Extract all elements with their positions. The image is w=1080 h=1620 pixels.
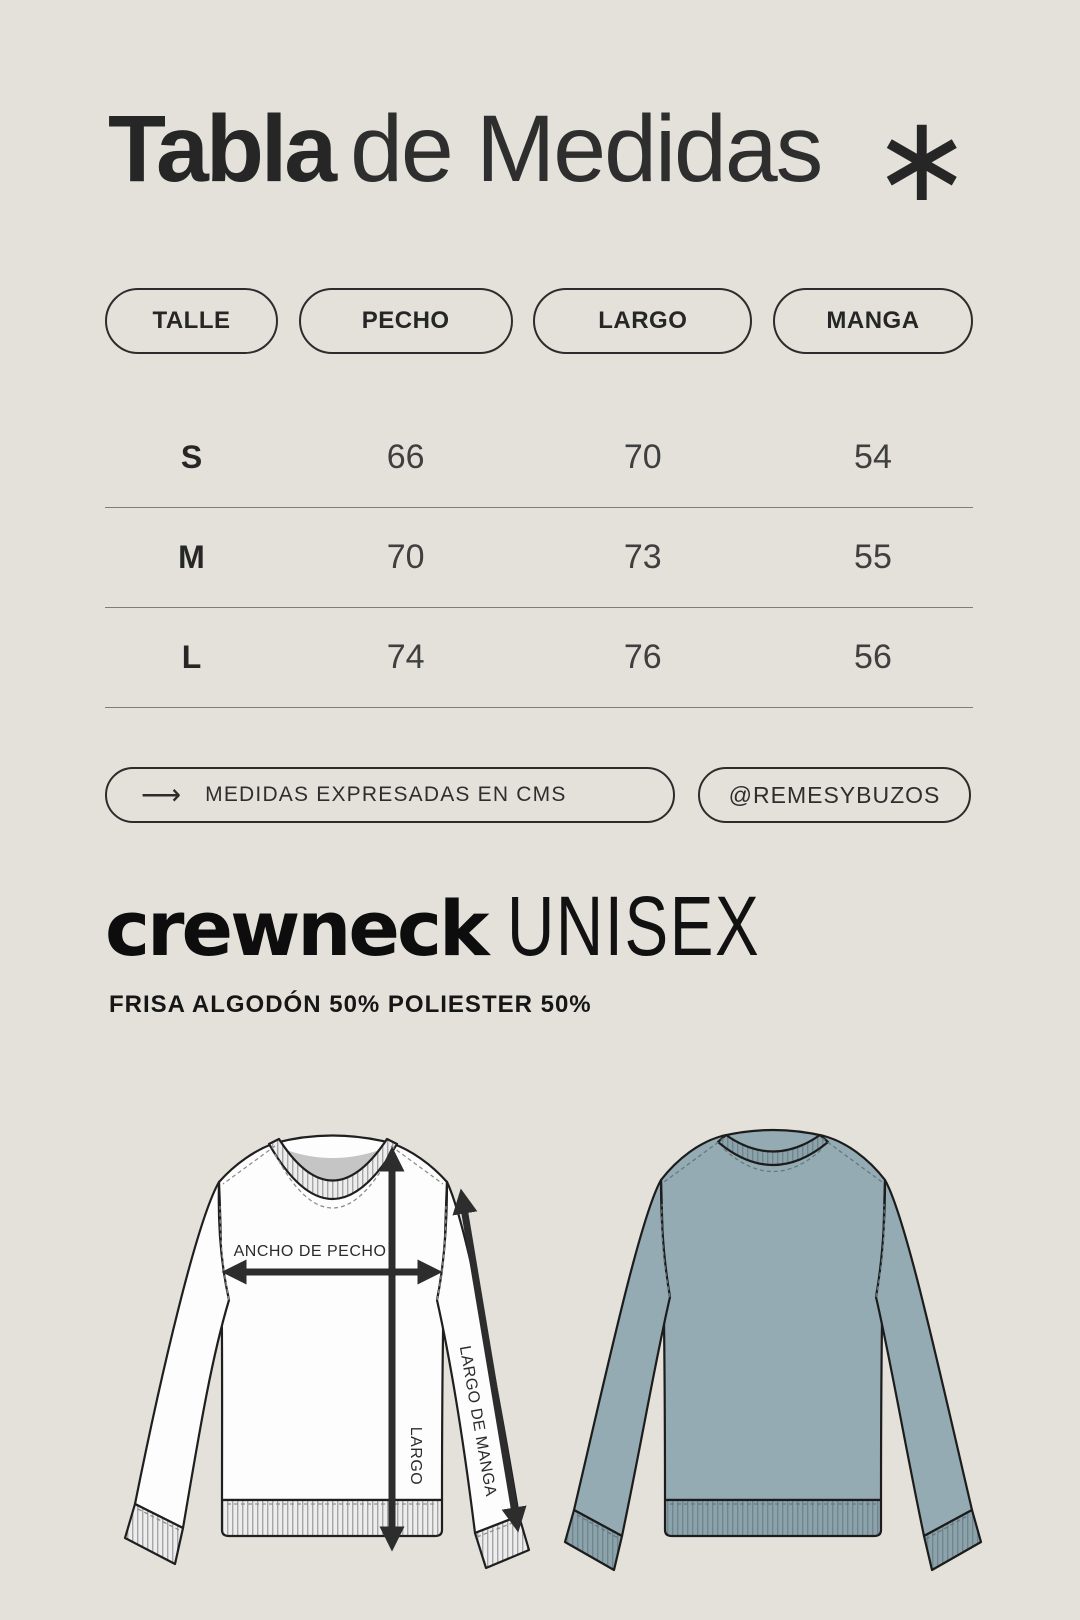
table-header-row [105,288,973,354]
product-name: crewneck [105,884,487,973]
product-title [105,878,831,975]
garment-diagrams [105,1122,1010,1592]
manga-value: 56 [854,638,892,676]
size-label: L [181,639,202,675]
sleeve-length-label: LARGO DE MANGA [455,1344,500,1498]
column-header-pecho: PECHO [299,288,513,354]
measures-note-text: MEDIDAS EXPRESADAS EN CMS [205,783,567,806]
asterisk-icon: ∗ [871,92,972,226]
back-torso [661,1130,885,1500]
column-header-talle: TALLE [105,288,278,354]
product-variant: UNISEX [506,879,760,973]
front-left-sleeve [135,1182,229,1528]
measures-note-pill [105,767,675,823]
product-material: FRISA ALGODÓN 50% POLIESTER 50% [109,991,592,1018]
length-label: LARGO [407,1426,424,1486]
table-row [105,408,973,508]
size-label: M [178,539,205,575]
notes-row [105,767,971,823]
manga-value: 54 [854,438,892,476]
largo-value: 73 [623,538,662,576]
pecho-value: 74 [386,638,425,676]
front-sweatshirt-diagram [105,1122,555,1592]
page-title-light: de Medidas [350,96,822,202]
pecho-value: 70 [386,538,425,576]
chest-width-label: ANCHO DE PECHO [233,1243,387,1260]
back-hem-rib [665,1500,881,1536]
column-header-manga: MANGA [773,288,973,354]
back-sweatshirt-diagram [560,1122,1010,1592]
table-row [105,508,973,608]
long-right-arrow-icon: ⟶ [141,779,182,810]
back-left-sleeve [574,1180,670,1536]
manga-value: 55 [854,538,892,576]
size-table [105,408,973,708]
header [108,92,978,226]
table-row [105,608,973,708]
column-header-largo: LARGO [533,288,752,354]
social-handle-pill [698,767,971,823]
largo-value: 70 [623,438,662,476]
largo-value: 76 [623,638,662,676]
size-label: S [180,439,203,475]
page-title [108,98,821,201]
page-title-bold: Tabla [108,96,335,202]
product-section [105,878,831,1019]
back-right-sleeve [876,1180,972,1536]
front-hem-rib [222,1500,442,1536]
pecho-value: 66 [386,438,425,476]
social-handle-text: @REMESYBUZOS [728,781,941,808]
